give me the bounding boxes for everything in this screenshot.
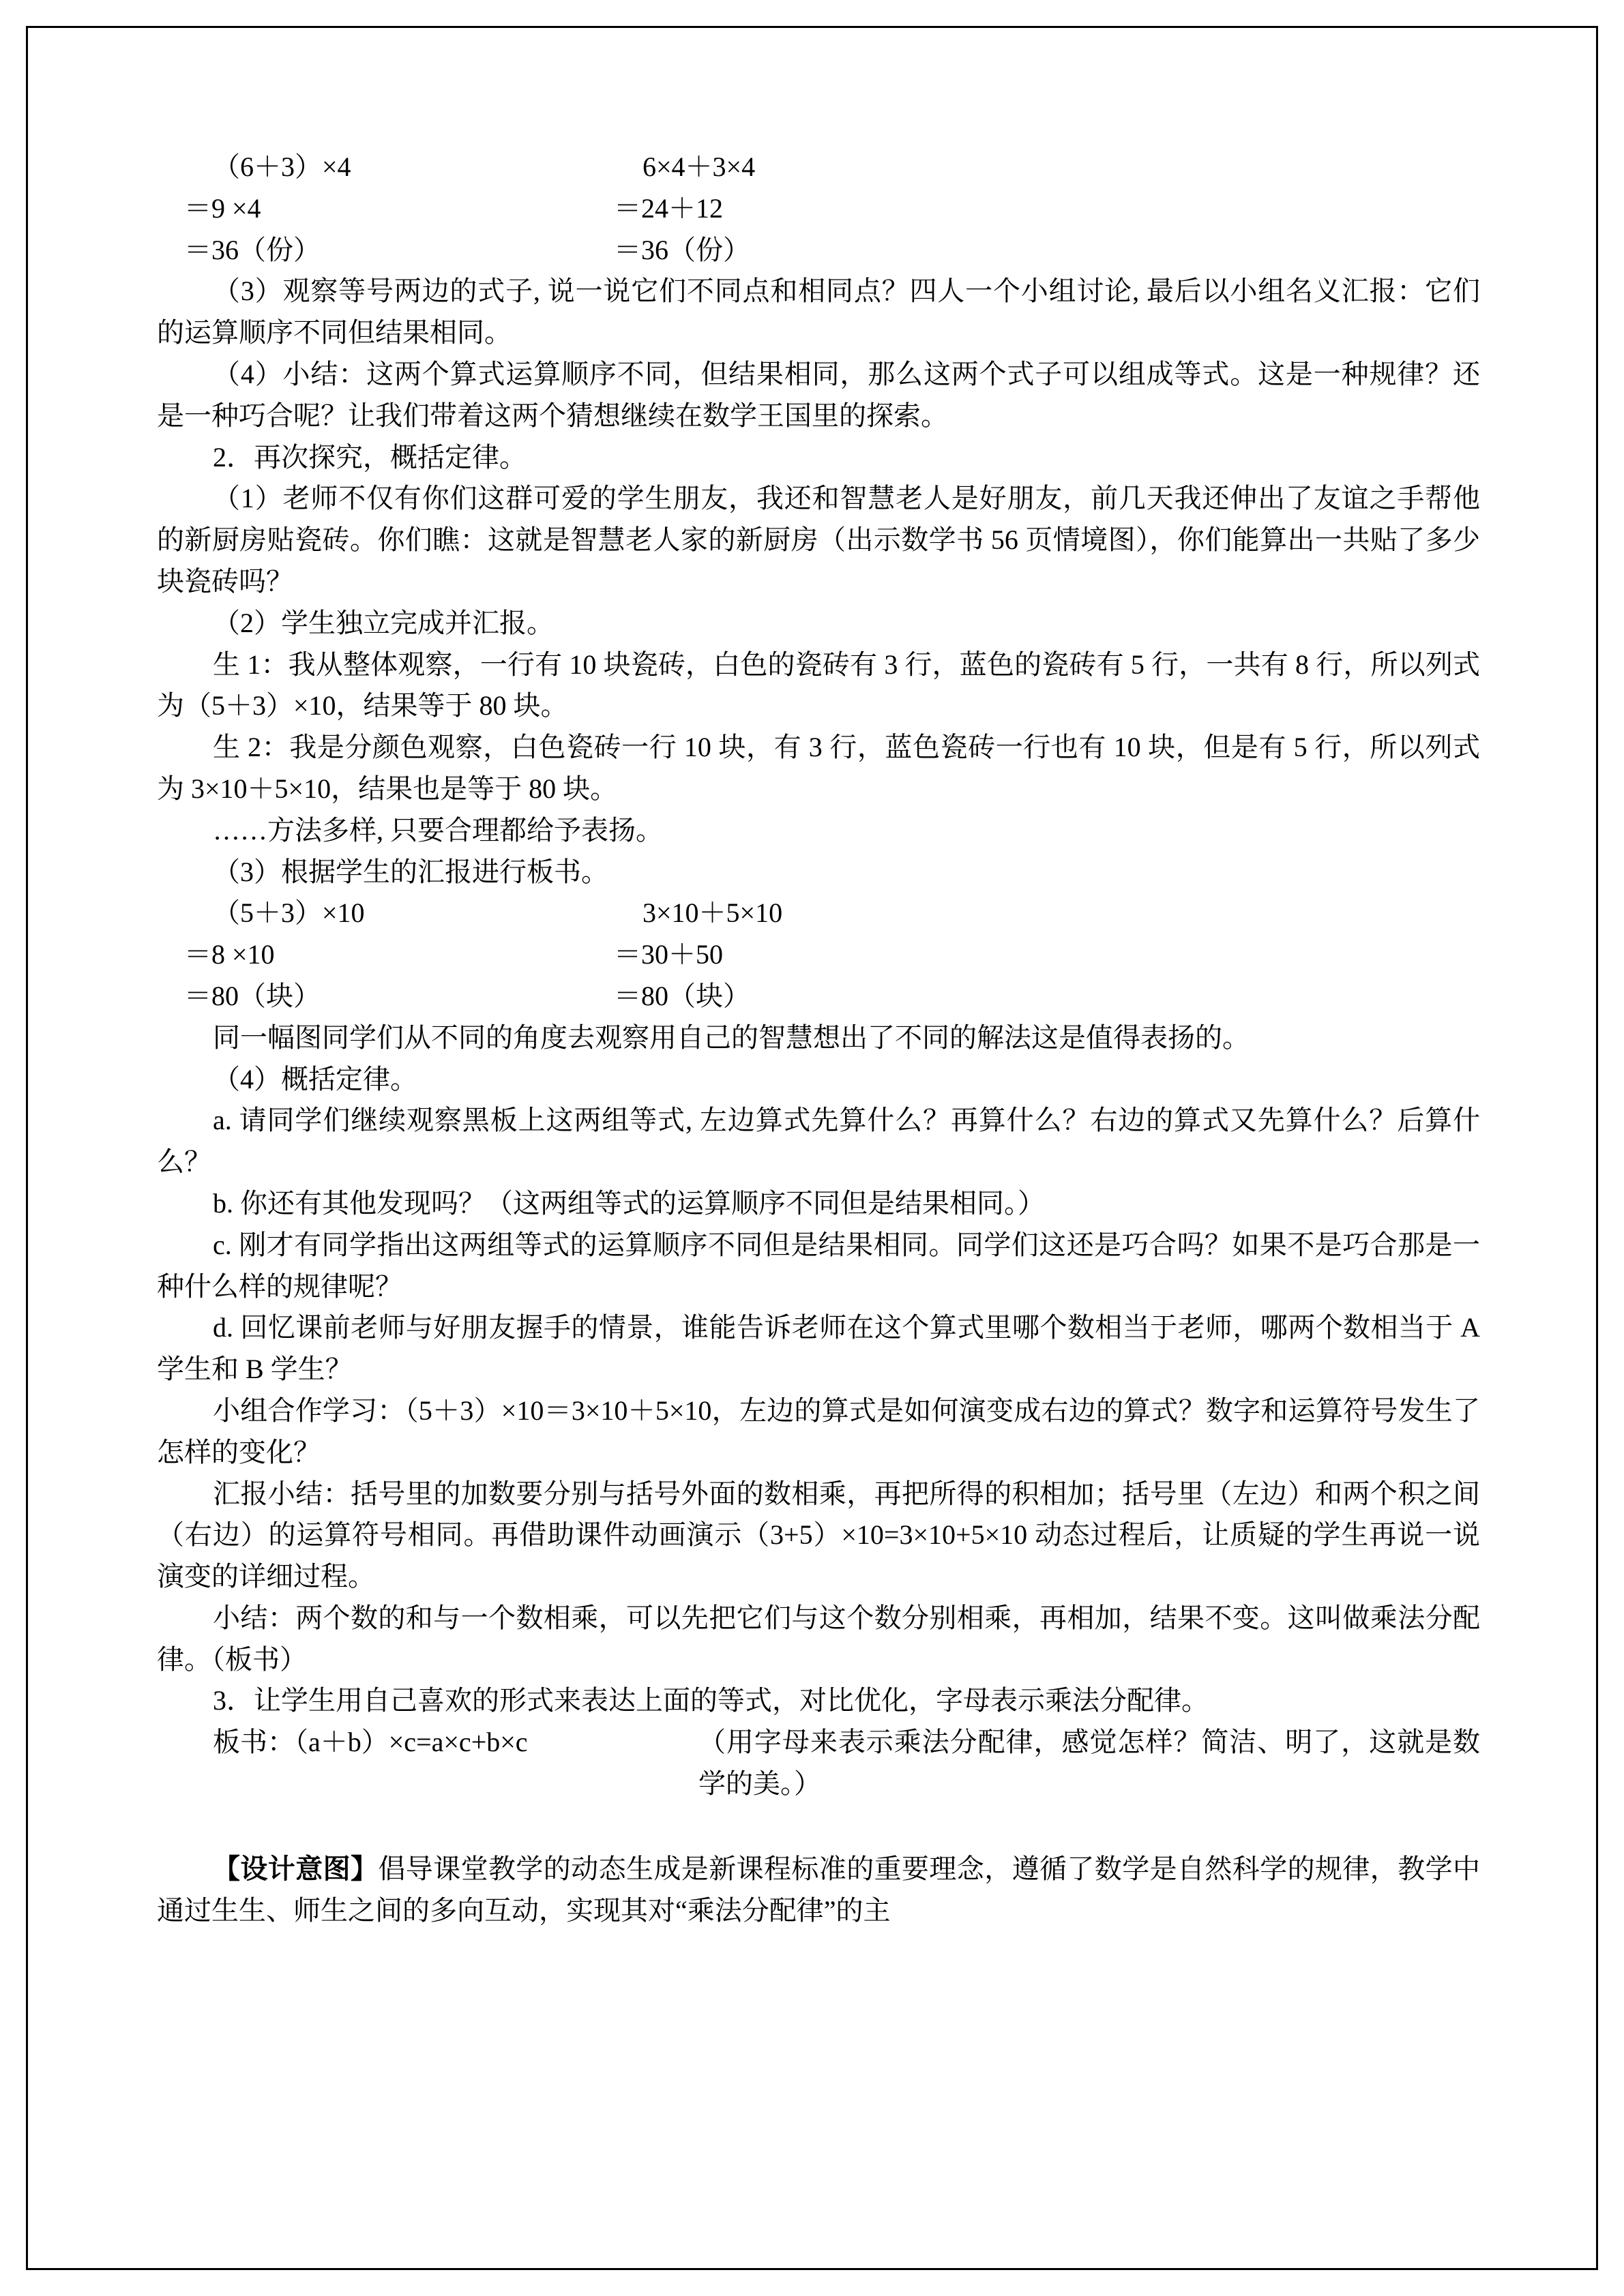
paragraph-board-writing: （3）根据学生的汇报进行板书。: [213, 856, 608, 887]
paragraph-summary-2: 小结：两个数的和与一个数相乘，可以先把它们与这个数分别相乘，再相加，结果不变。这叫做乘法分配律。（板书）: [157, 1602, 1480, 1675]
math-expression-left: ＝80（块）: [184, 980, 321, 1011]
paragraph-group-study: 小组合作学习：（5＋3）×10＝3×10＋5×10，左边的算式是如何演变成右边的算式？数字和运算符号发生了怎样的变化？: [157, 1395, 1480, 1467]
paragraph-student-work: （2）学生独立完成并汇报。: [213, 607, 554, 638]
math-expression-left: （5＋3）×10: [213, 897, 365, 929]
math-expression-right: ＝36（份）: [614, 234, 750, 265]
math-expression-right: 6×4＋3×4: [643, 151, 756, 182]
math-row: [157, 893, 1480, 934]
math-expression-right: ＝24＋12: [614, 192, 723, 224]
math-expression-right: ＝80（块）: [614, 980, 750, 1011]
design-intent-paragraph: [157, 1849, 1480, 1932]
math-expression-left: ＝36（份）: [184, 234, 321, 265]
paragraph-observe-equation: （3）观察等号两边的式子, 说一说它们不同点和相同点？四人一个小组讨论, 最后以小组名义汇报：它们的运算顺序不同但结果相同。: [157, 275, 1480, 348]
paragraph-spacer: [157, 1805, 1480, 1849]
paragraph-section-2: 2．再次探究，概括定律。: [213, 441, 527, 473]
paragraph-item-c: c. 刚才有同学指出这两组等式的运算顺序不同但是结果相同。同学们这还是巧合吗？如果不是巧合那是一种什么样的规律呢？: [157, 1229, 1480, 1302]
paragraph-student-2: 生 2：我是分颜色观察，白色瓷砖一行 10 块，有 3 行，蓝色瓷砖一行也有 10 块，但是有 5 行，所以列式为 3×10＋5×10，结果也是等于 80 块。: [157, 732, 1480, 804]
math-row: [157, 188, 1480, 230]
blackboard-row: [157, 1722, 1480, 1805]
math-expression-left: ＝8 ×10: [184, 939, 275, 970]
paragraph-report-summary: 汇报小结：括号里的加数要分别与括号外面的数相乘，再把所得的积相加；括号里（左边）和两个积之间（右边）的运算符号相同。再借助课件动画演示（3+5）×10=3×10+5×10 动态过程后，让质疑的学生再说一说演变的详细过程。: [157, 1478, 1480, 1592]
math-expression-left: （6＋3）×4: [213, 151, 351, 182]
math-expression-right: ＝30＋50: [614, 939, 723, 970]
paragraph-section-3: 3．让学生用自己喜欢的形式来表达上面的等式，对比优化，字母表示乘法分配律。: [213, 1685, 1209, 1716]
paragraph-student-1: 生 1：我从整体观察，一行有 10 块瓷砖，白色的瓷砖有 3 行，蓝色的瓷砖有 5 行，一共有 8 行，所以列式为（5＋3）×10，结果等于 80 块。: [157, 648, 1480, 721]
paragraph-item-d: d. 回忆课前老师与好朋友握手的情景，谁能告诉老师在这个算式里哪个数相当于老师，哪两个数相当于 A 学生和 B 学生？: [157, 1312, 1480, 1385]
paragraph-item-b: b. 你还有其他发现吗？（这两组等式的运算顺序不同但是结果相同。）: [213, 1187, 1045, 1219]
design-intent-text: 倡导课堂教学的动态生成是新课程标准的重要理念，遵循了数学是自然科学的规律，教学中通过生生、师生之间的多向互动，实现其对“乘法分配律”的主: [157, 1853, 1481, 1926]
paragraph-summary-1: （4）小结：这两个算式运算顺序不同，但结果相同，那么这两个式子可以组成等式。这是一种规律？还是一种巧合呢？让我们带着这两个猜想继续在数学王国里的探索。: [157, 358, 1480, 431]
math-row: [157, 147, 1480, 188]
math-row: [157, 230, 1480, 271]
math-expression-right: 3×10＋5×10: [643, 897, 783, 929]
paragraph-teacher-story: （1）老师不仅有你们这群可爱的学生朋友，我还和智慧老人是好朋友，前几天我还伸出了友谊之手帮他的新厨房贴瓷砖。你们瞧：这就是智慧老人家的新厨房（出示数学书 56 页情境图），你们能算出一共贴了多少块瓷砖吗？: [157, 483, 1480, 597]
paragraph-same-picture: 同一幅图同学们从不同的角度去观察用自己的智慧想出了不同的解法这是值得表扬的。: [213, 1022, 1250, 1053]
math-expression-left: ＝9 ×4: [184, 192, 261, 224]
paragraph-generalize-law: （4）概括定律。: [213, 1063, 417, 1094]
document-body: [157, 147, 1480, 1931]
blackboard-note: （用字母来表示乘法分配律，感觉怎样？简洁、明了，这就是数学的美。）: [698, 1727, 1480, 1800]
math-row: [157, 934, 1480, 976]
math-row: [157, 976, 1480, 1017]
paragraph-item-a: a. 请同学们继续观察黑板上这两组等式, 左边算式先算什么？再算什么？右边的算式又先算什么？后算什么？: [157, 1105, 1480, 1178]
paragraph-various-methods: ……方法多样, 只要合理都给予表扬。: [213, 814, 663, 846]
blackboard-formula: 板书：（a＋b）×c=a×c+b×c: [213, 1727, 528, 1758]
design-intent-label: 【设计意图】: [213, 1853, 379, 1884]
